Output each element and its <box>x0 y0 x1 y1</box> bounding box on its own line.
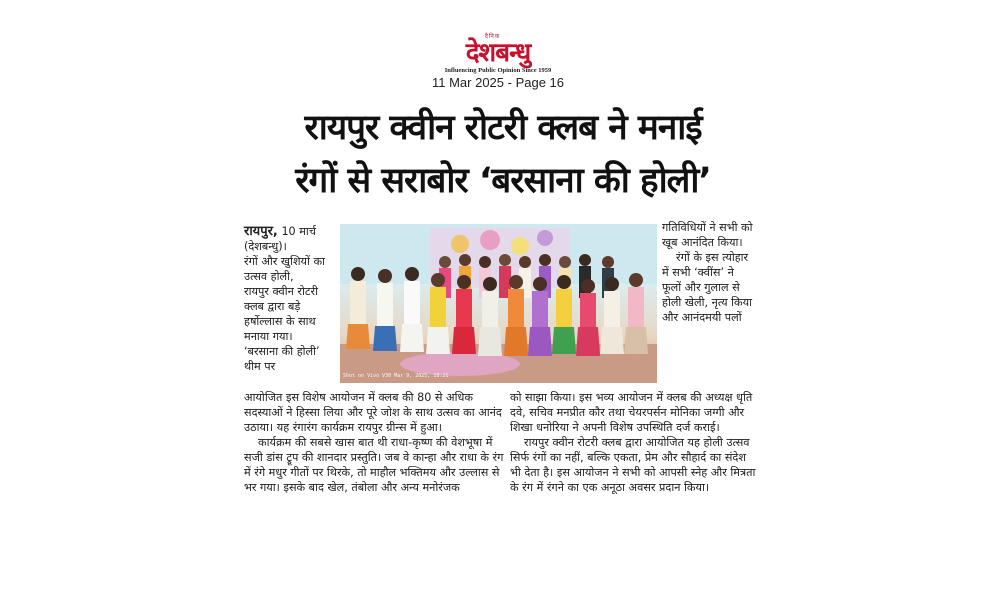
article-date: 10 मार्च (देशबन्धु)। <box>244 225 316 253</box>
headline-line-2: रंगों से सराबोर ‘बरसाना की होली’ <box>295 161 711 201</box>
article-paragraph: आयोजित इस विशेष आयोजन में क्लब की 80 से अधिक सदस्याओं ने हिस्सा लिया और पूरे जोश के साथ उत्सव का आनंद उठाया। यह रंगारंग कार्यक्रम रायपुर ग्रीन्स में हुआ। <box>244 391 502 434</box>
article-paragraph: गतिविधियों ने सभी को खूब आनंदित किया। <box>662 221 753 249</box>
logo-tagline: Influencing Public Opinion Since 1959 <box>444 67 552 74</box>
event-photo <box>340 224 657 383</box>
headline-line-1: रायपुर क्वीन रोटरी क्लब ने मनाई <box>304 108 702 148</box>
article-paragraph: रंगों और खुशियों का उत्सव होली, <box>244 255 325 283</box>
photo-camera-stamp: Shot on Vivo V30 Mar 9, 2025, 18:21 <box>343 373 449 379</box>
group-photo-illustration <box>340 224 657 383</box>
edition-date: 11 Mar 2025 - Page 16 <box>431 75 564 90</box>
article-column-a <box>244 390 504 495</box>
article-column-b <box>510 390 758 495</box>
article-paragraph: रंगों के इस त्योहार में सभी ‘क्वींस’ ने फूलों और गुलाल से होली खेली, नृत्य किया और आनंदमयी पलों <box>662 251 752 324</box>
masthead <box>0 33 996 76</box>
article-paragraph: को साझा किया। इस भव्य आयोजन में क्लब की अध्यक्ष धृति दवे, सचिव मनप्रीत कौर तथा चेयरपर्सन मोनिका जग्गी और शिखा धनोरिया ने अपनी विशेष उपस्थिति दर्ज कराई। <box>510 391 753 434</box>
article-column-right <box>662 220 754 325</box>
article-column-left <box>244 224 336 374</box>
logo-small-text: दैनिक <box>484 33 501 40</box>
article-paragraph: रायपुर क्वीन रोटरी क्लब द्वारा आयोजित यह होली उत्सव सिर्फ रंगों का नहीं, बल्कि एकता, प्रेम और सौहार्द का संदेश भी देता है। इस आयोजन ने सभी को आपसी स्नेह और मित्रता के रंग में रंगने का एक अनूठा अवसर प्रदान किया। <box>510 436 756 494</box>
article-paragraph: ‘बरसाना की होली’ थीम पर <box>244 345 320 373</box>
article-paragraph: रायपुर क्वीन रोटरी क्लब द्वारा बड़े हर्षोल्लास के साथ मनाया गया। <box>244 285 319 343</box>
logo-text: देशबन्धु <box>465 38 531 68</box>
article-dateline: रायपुर, <box>244 224 278 239</box>
article-paragraph: कार्यक्रम की सबसे खास बात थी राधा-कृष्ण की वेशभूषा में सजी डांस ट्रूप की शानदार प्रस्तुति। जब वे कान्हा और राधा के रंग में रंगे मधुर गीतों पर थिरके, तो माहौल भक्तिमय और उल्लास से भर गया। इसके बाद खेल, तंबोला और अन्य मनोरंजक <box>244 436 504 494</box>
newspaper-logo[interactable] <box>444 33 552 74</box>
